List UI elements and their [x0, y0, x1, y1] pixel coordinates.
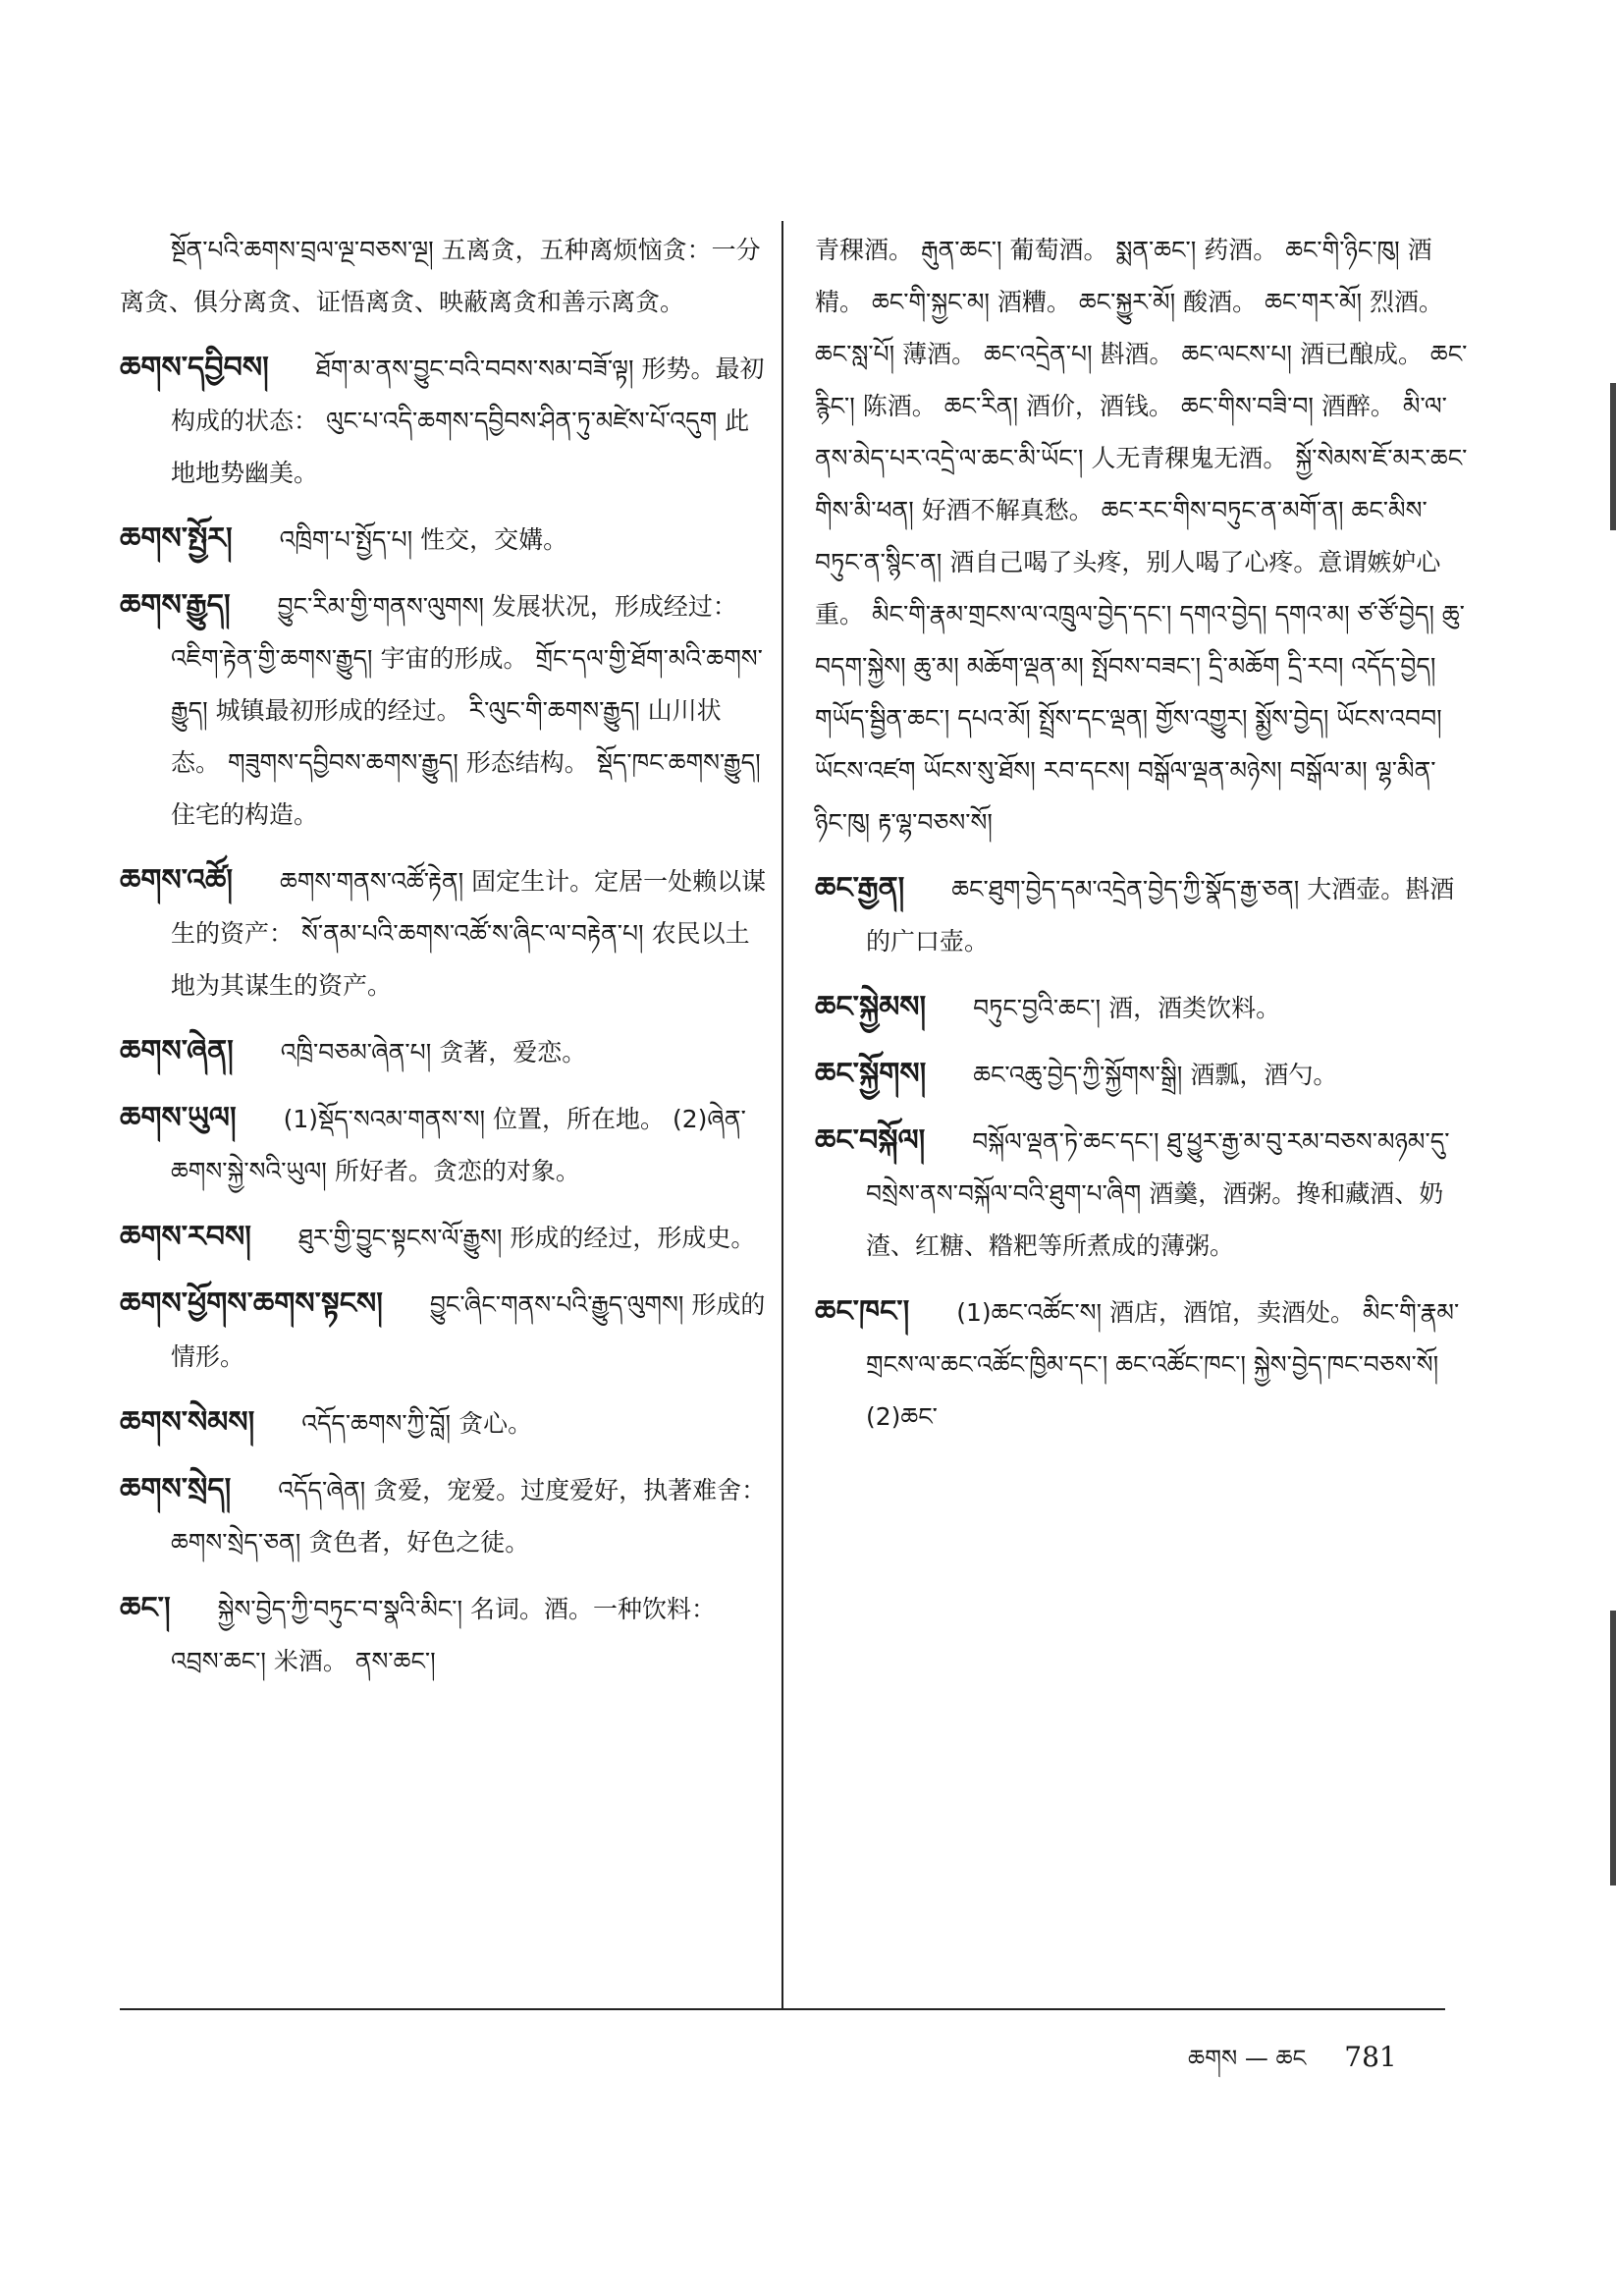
column-divider [781, 221, 783, 2008]
tibetan-text: ཆང་ཐུག་བྱེད་དམ་འདྲེན་བྱེད་ཀྱི་སྣོད་རྒྱ་ཅན། [951, 875, 1300, 903]
headword: ཆགས་རྒྱུད། [120, 588, 231, 623]
chinese-text: 酒精。 [815, 236, 1432, 316]
dictionary-entry [120, 1396, 768, 1449]
chinese-text: 位置，所在地。 [493, 1105, 666, 1133]
tibetan-text: མིང་གི་རྣམ་གྲངས་ལ་འཁྲུལ་བྱེད་དང་། དགའ་བྱེད། དགའ་མ། ཙ་ཙོ་བྱེད། ཆུ་བདག་སྐྱེས། ཆུ་མ། མཆོག་ལྡན་མ། སྤོབས་བཟང་། དྲི་མཆོག དྲི་རབ། འདོད་བྱེད། གཡོད་སྦྱིན་ཆང་། དཔའ་མོ། སྤྲོས་དང་ལྡན། གྱོས་འགྱུར། སྨྱོས་བྱེད། ཡོངས་འབབ། ཡོངས་འཛག ཡོངས་སུ་ཐོས། རབ་དངས། བསྒོལ་ལྡན་མཉེས། བསྒོལ་མ། ལྷ་མིན་ཉིང་ཁུ། རྟ་ལྷ་བཅས་སོ། [815, 600, 1465, 837]
chinese-text: 贪心。 [458, 1409, 533, 1438]
tibetan-text: ཆང་འདྲེན་པ། [984, 340, 1093, 368]
chinese-text: 青稞酒。 [815, 236, 914, 264]
tibetan-text: ཆགས་གནས་འཚོ་རྟེན། [280, 867, 464, 896]
headword: ཆགས་སྤྱོར། [120, 521, 233, 556]
tibetan-text: ཆང་སྐྱུར་མོ། [1078, 288, 1176, 316]
tibetan-text: བཏུང་བྱའི་ཆང་། [973, 994, 1102, 1022]
tibetan-text: ཆང་གི་ཉིང་ཁུ། [1285, 236, 1400, 264]
dictionary-entry [120, 1092, 768, 1197]
tibetan-text: སྨན་ཆང་། [1115, 236, 1197, 264]
edge-mark [1610, 1611, 1616, 1886]
tibetan-text: ཆང་སླ་པོ། [815, 340, 895, 368]
tibetan-text: ཆང་རྙིང་། [815, 340, 1468, 420]
tibetan-text: གཟུགས་དབྱིབས་ཆགས་རྒྱུད། [227, 748, 458, 777]
tibetan-text: སྔོན་པའི་ཆགས་བྲལ་ལྔ་བཅས་ལྔ། [171, 236, 434, 264]
footer-rule [120, 2008, 1445, 2010]
left-column [120, 224, 768, 1701]
tibetan-text: འདོད་ཆགས་ཀྱི་བློ། [301, 1409, 452, 1438]
chinese-text: 酸酒。 [1183, 288, 1258, 316]
headword: ཆང་སྐྱོགས། [815, 1057, 927, 1091]
headword: ཆགས་ཡུལ། [120, 1101, 237, 1135]
chinese-text: 形势。最初构成的状态： [171, 355, 765, 435]
tibetan-text: སྐྱོ་སེམས་ཇོ་མར་ཆང་གིས་མི་ཕན། [815, 444, 1468, 524]
dictionary-entry [120, 513, 768, 566]
chinese-text: 山川状态。 [171, 696, 722, 777]
tibetan-text: མིང་གི་རྣམ་གྲངས་ལ་ཆང་འཚོང་ཁྱིམ་དང་། ཆང་འཚོང་ཁང་། སྐྱེས་བྱེད་ཁང་བཅས་སོ། [866, 1298, 1460, 1379]
chinese-text: 此地地势幽美。 [171, 407, 750, 487]
chinese-text: 酒自己喝了头疼，别人喝了心疼。意谓嫉妒心重。 [815, 548, 1441, 629]
tibetan-text: འཇིག་རྟེན་གྱི་ཆགས་རྒྱུད། [171, 644, 373, 673]
tibetan-text: འཁྲི་བཅམ་ཞེན་པ། [280, 1038, 432, 1066]
tibetan-text: ཐུར་གྱི་བྱུང་སྟངས་ལོ་རྒྱུས། [297, 1224, 503, 1252]
tibetan-text: ཆང་ལངས་པ། [1181, 340, 1292, 368]
chinese-text: 酒已酿成。 [1299, 340, 1423, 368]
chinese-text: 酒店，酒馆，卖酒处。 [1108, 1298, 1355, 1327]
tibetan-text: འཁྲིག་པ་སྤྱོད་པ། [279, 525, 413, 554]
chinese-text: 人无青稞鬼无酒。 [1091, 444, 1288, 472]
tibetan-text: (1)ཆང་འཚོང་ས། [956, 1298, 1102, 1327]
dictionary-entry [815, 862, 1468, 967]
right-column [815, 224, 1468, 1456]
chinese-text: 酒价，酒钱。 [1025, 392, 1173, 420]
tibetan-text: (2)ཆང་ [866, 1402, 938, 1431]
tibetan-text: སྡོད་ཁང་ཆགས་རྒྱུད། [596, 748, 761, 777]
chinese-text: 斟酒。 [1100, 340, 1174, 368]
tibetan-text: ཆང་གིས་བཟི་བ། [1180, 392, 1314, 420]
tibetan-text: སོ་ནམ་པའི་ཆགས་འཚོ་ས་ཞིང་ལ་བརྟེན་པ། [300, 919, 644, 948]
chinese-text: 固定生计。定居一处赖以谋生的资产： [171, 867, 767, 948]
tibetan-text: འདོད་ཞེན། [278, 1476, 366, 1504]
tibetan-text: གྲོང་དལ་གྱི་ཐོག་མའི་ཆགས་རྒྱུད། [171, 644, 763, 725]
tibetan-text: རི་ལུང་གི་ཆགས་རྒྱུད། [468, 696, 640, 725]
dictionary-entry [815, 1115, 1468, 1272]
chinese-text: 形态结构。 [465, 748, 589, 777]
chinese-text: 米酒。 [273, 1647, 348, 1675]
chinese-text: 酒羹，酒粥。搀和藏酒、奶渣、红糖、糌粑等所煮成的薄粥。 [866, 1179, 1444, 1260]
headword: ཆགས་རབས། [120, 1220, 251, 1254]
chinese-text: 大酒壶。斟酒的广口壶。 [866, 875, 1455, 956]
headword: ཆགས་དབྱིབས། [120, 351, 269, 385]
tibetan-text: བྱུང་ཞིང་གནས་པའི་རྒྱུད་ལུགས། [429, 1290, 684, 1319]
chinese-text: 贪爱，宠爱。过度爱好，执著难舍： [373, 1476, 767, 1504]
tibetan-text: ཐོག་མ་ནས་བྱུང་བའི་བབས་སམ་བཟོ་ལྟ། [315, 355, 642, 383]
dictionary-entry [120, 342, 768, 499]
tibetan-text: (2)ཞེན་ཆགས་སྐྱེ་སའི་ཡུལ། [171, 1105, 746, 1185]
tibetan-text: (1)སྡོད་སའམ་གནས་ས། [283, 1105, 486, 1133]
chinese-text: 陈酒。 [862, 392, 937, 420]
chinese-text: 宇宙的形成。 [380, 644, 528, 673]
guide-words: ཆགས — ཆང [1188, 2045, 1307, 2072]
chinese-text: 贪著，爱恋。 [439, 1038, 587, 1066]
entry-continuation [120, 224, 768, 328]
tibetan-text: རྒུན་ཆང་། [920, 236, 1002, 264]
tibetan-text: ལུང་པ་འདི་ཆགས་དབྱིབས་ཤིན་ཏུ་མཛེས་པོ་འདུག [325, 407, 718, 435]
chinese-text: 酒醉。 [1320, 392, 1395, 420]
headword: ཆང་སྐྱེམས། [815, 990, 927, 1024]
chinese-text: 农民以土地为其谋生的资产。 [171, 919, 750, 1000]
dictionary-entry [120, 1582, 768, 1687]
chinese-text: 五离贪，五种离烦恼贪：一分离贪、俱分离贪、证悟离贪、映蔽离贪和善示离贪。 [120, 236, 761, 316]
headword: ཆགས་ཕྱོགས་ཆགས་སྟངས། [120, 1286, 383, 1321]
chinese-text: 性交，交媾。 [420, 525, 568, 554]
dictionary-entry [120, 1211, 768, 1264]
entry-continuation [815, 224, 1468, 848]
chinese-text: 葡萄酒。 [1009, 236, 1108, 264]
dictionary-entry [120, 854, 768, 1011]
tibetan-text: སྐྱེས་བྱེད་ཀྱི་བཏུང་བ་སྣའི་མིང་། [217, 1595, 463, 1623]
dictionary-entry [815, 981, 1468, 1034]
page-footer [1188, 2033, 1397, 2099]
chinese-text: 住宅的构造。 [171, 800, 319, 829]
dictionary-entry [120, 579, 768, 841]
tibetan-text: ཆང་གར་མོ། [1265, 288, 1363, 316]
tibetan-text: ཆང་གི་སྐྱང་མ། [871, 288, 990, 316]
tibetan-text: ཆགས་སྲེད་ཅན། [171, 1528, 301, 1557]
chinese-text: 酒瓢，酒勺。 [1190, 1061, 1338, 1089]
chinese-text: 薄酒。 [902, 340, 977, 368]
dictionary-entry [120, 1025, 768, 1078]
chinese-text: 烈酒。 [1370, 288, 1444, 316]
tibetan-text: མི་ལ་ནས་མེད་པར་འདྲེ་ལ་ཆང་མི་ཡོང་། [815, 392, 1447, 472]
tibetan-text: བྱུང་རིམ་གྱི་གནས་ལུགས། [277, 592, 484, 621]
headword: ཆང་། [120, 1591, 171, 1625]
chinese-text: 形成的经过，形成史。 [510, 1224, 756, 1252]
chinese-text: 酒，酒类饮料。 [1108, 994, 1281, 1022]
dictionary-entry [120, 1278, 768, 1383]
tibetan-text: ཆང་རིན། [943, 392, 1019, 420]
dictionary-entry [120, 1463, 768, 1568]
chinese-text: 所好者。贪恋的对象。 [334, 1157, 580, 1185]
chinese-text: 好酒不解真愁。 [921, 496, 1094, 524]
tibetan-text: བསྐོལ་ལྡན་ཏེ་ཆང་དང་། ཐུ་ཕྱུར་རྒྱ་མ་བུ་རམ་བཅས་མཉམ་དུ་བསྲེས་ནས་བསྐོལ་བའི་ཐུག་པ་ཞིག [866, 1127, 1450, 1208]
headword: ཆགས་སྲེད། [120, 1472, 232, 1506]
chinese-text: 发展状况，形成经过： [491, 592, 737, 621]
tibetan-text: འབྲས་ཆང་། [171, 1647, 266, 1675]
tibetan-text: ཆང་འཆུ་བྱེད་ཀྱི་སྐྱོགས་སྒྲི། [973, 1061, 1183, 1089]
tibetan-text: ནས་ཆང་། [354, 1647, 436, 1675]
dictionary-entry [815, 1285, 1468, 1443]
headword: ཆགས་སེམས། [120, 1405, 255, 1440]
tibetan-text: ཆང་རང་གིས་བཏུང་ན་མགོ་ན། ཆང་མིས་བཏུང་ན་སྙིང་ན། [815, 496, 1427, 576]
chinese-text: 酒糟。 [997, 288, 1071, 316]
headword: ཆང་རྒྱན། [815, 871, 905, 905]
dictionary-entry [815, 1048, 1468, 1101]
chinese-text: 形成的情形。 [171, 1290, 766, 1371]
chinese-text: 药酒。 [1204, 236, 1278, 264]
chinese-text: 贪色者，好色之徒。 [308, 1528, 530, 1557]
headword: ཆང་བསྐོལ། [815, 1123, 926, 1158]
page-number: 781 [1344, 2041, 1397, 2073]
headword: ཆགས་འཚོ། [120, 863, 234, 898]
headword: ཆགས་ཞེན། [120, 1034, 234, 1068]
chinese-text: 城镇最初形成的经过。 [215, 696, 461, 725]
chinese-text: 名词。酒。一种饮料： [469, 1595, 716, 1623]
edge-mark [1610, 383, 1616, 530]
headword: ཆང་ཁང་། [815, 1294, 910, 1329]
